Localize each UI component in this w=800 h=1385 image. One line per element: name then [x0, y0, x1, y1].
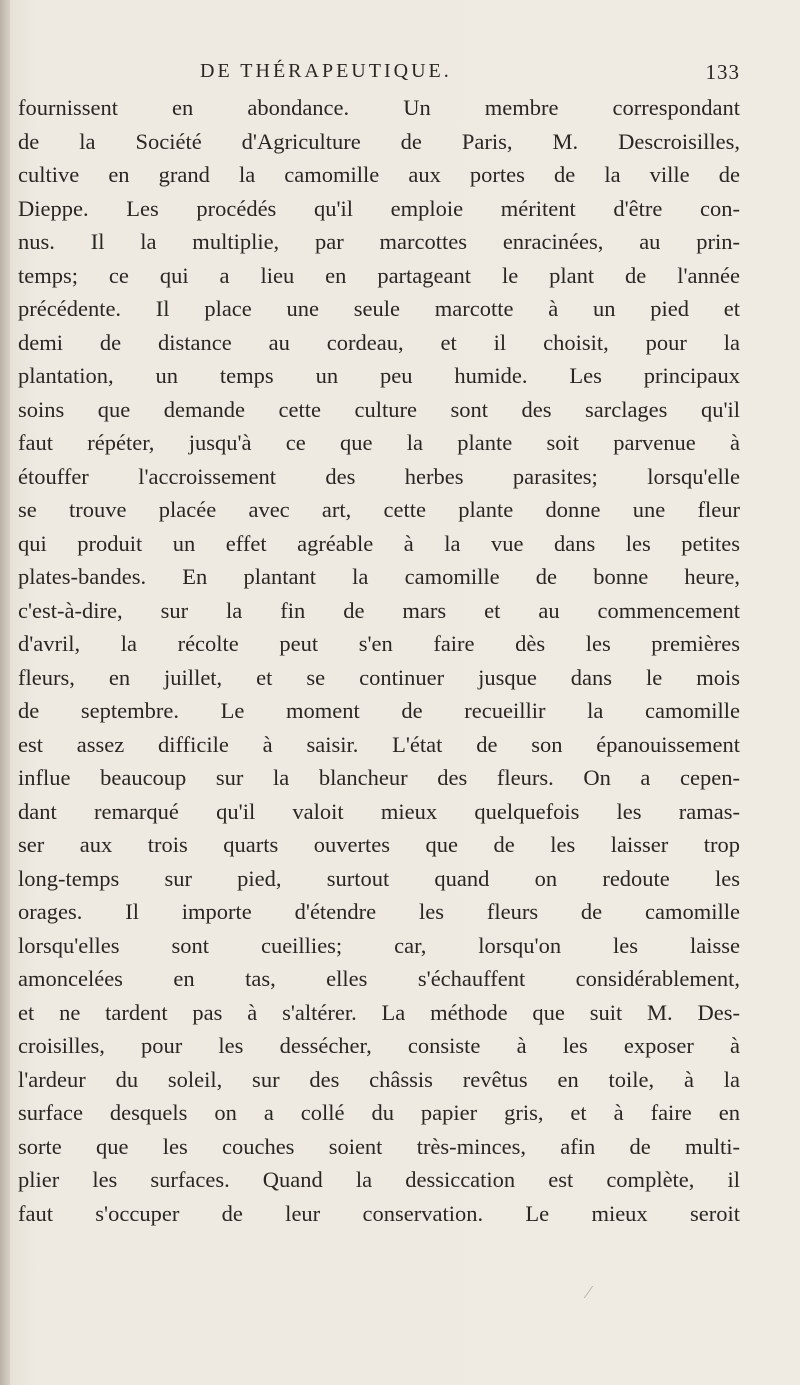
stray-ink-mark: [584, 1286, 601, 1298]
text-line: précédente. Il place une seule marcotte à un pied et: [18, 296, 740, 321]
text-line: c'est-à-dire, sur la fin de mars et au commencement: [18, 597, 740, 623]
text-line: de septembre. Le moment de recueillir la camomille: [18, 698, 740, 723]
page-header: [200, 60, 740, 90]
text-line: fleurs, en juillet, et se continuer jusque dans le mois: [18, 664, 740, 690]
text-line: faut répéter, jusqu'à ce que la plante soit parvenue à: [18, 430, 740, 455]
text-line: plier les surfaces. Quand la dessiccation est complète, il: [18, 1167, 740, 1192]
text-line: lorsqu'elles sont cueillies; car, lorsqu'on les laisse: [18, 932, 740, 958]
text-line: soins que demande cette culture sont des sarclages qu'il: [18, 396, 740, 422]
binding-gutter: [0, 0, 10, 1385]
body-text: [18, 91, 740, 1230]
text-line: plates-bandes. En plantant la camomille de bonne heure,: [18, 564, 740, 589]
text-line: plantation, un temps un peu humide. Les principaux: [18, 363, 740, 388]
text-line: fournissent en abondance. Un membre correspondant: [18, 95, 740, 120]
text-line: est assez difficile à saisir. L'état de son épanouissement: [18, 731, 740, 757]
text-line: et ne tardent pas à s'altérer. La méthode que suit M. Des-: [18, 999, 740, 1025]
text-line: long-temps sur pied, surtout quand on redoute les: [18, 865, 740, 891]
text-line: cultive en grand la camomille aux portes de la ville de: [18, 162, 740, 187]
text-line: d'avril, la récolte peut s'en faire dès les premières: [18, 631, 740, 656]
text-line: demi de distance au cordeau, et il choisit, pour la: [18, 329, 740, 355]
text-line: ser aux trois quarts ouvertes que de les laisser trop: [18, 832, 740, 857]
text-line: de la Société d'Agriculture de Paris, M. Descroisilles,: [18, 128, 740, 154]
text-line: temps; ce qui a lieu en partageant le plant de l'année: [18, 262, 740, 288]
text-line: dant remarqué qu'il valoit mieux quelquefois les ramas-: [18, 798, 740, 824]
text-line: se trouve placée avec art, cette plante donne une fleur: [18, 497, 740, 522]
page-number: 133: [705, 60, 740, 84]
text-line: sorte que les couches soient très-minces, afin de multi-: [18, 1133, 740, 1159]
running-title: DE THÉRAPEUTIQUE.: [200, 60, 452, 82]
text-line: orages. Il importe d'étendre les fleurs de camomille: [18, 899, 740, 924]
text-line: qui produit un effet agréable à la vue dans les petites: [18, 530, 740, 556]
text-line: Dieppe. Les procédés qu'il emploie méritent d'être con-: [18, 195, 740, 221]
text-line: l'ardeur du soleil, sur des châssis revêtus en toile, à la: [18, 1066, 740, 1092]
text-line: étouffer l'accroissement des herbes parasites; lorsqu'elle: [18, 463, 740, 489]
text-line: influe beaucoup sur la blancheur des fleurs. On a cepen-: [18, 765, 740, 790]
text-line: croisilles, pour les dessécher, consiste à les exposer à: [18, 1033, 740, 1058]
text-line: faut s'occuper de leur conservation. Le mieux seroit: [18, 1200, 740, 1226]
text-line: surface desquels on a collé du papier gris, et à faire en: [18, 1100, 740, 1125]
text-line: amoncelées en tas, elles s'échauffent considérablement,: [18, 966, 740, 991]
text-line: nus. Il la multiplie, par marcottes enracinées, au prin-: [18, 229, 740, 254]
